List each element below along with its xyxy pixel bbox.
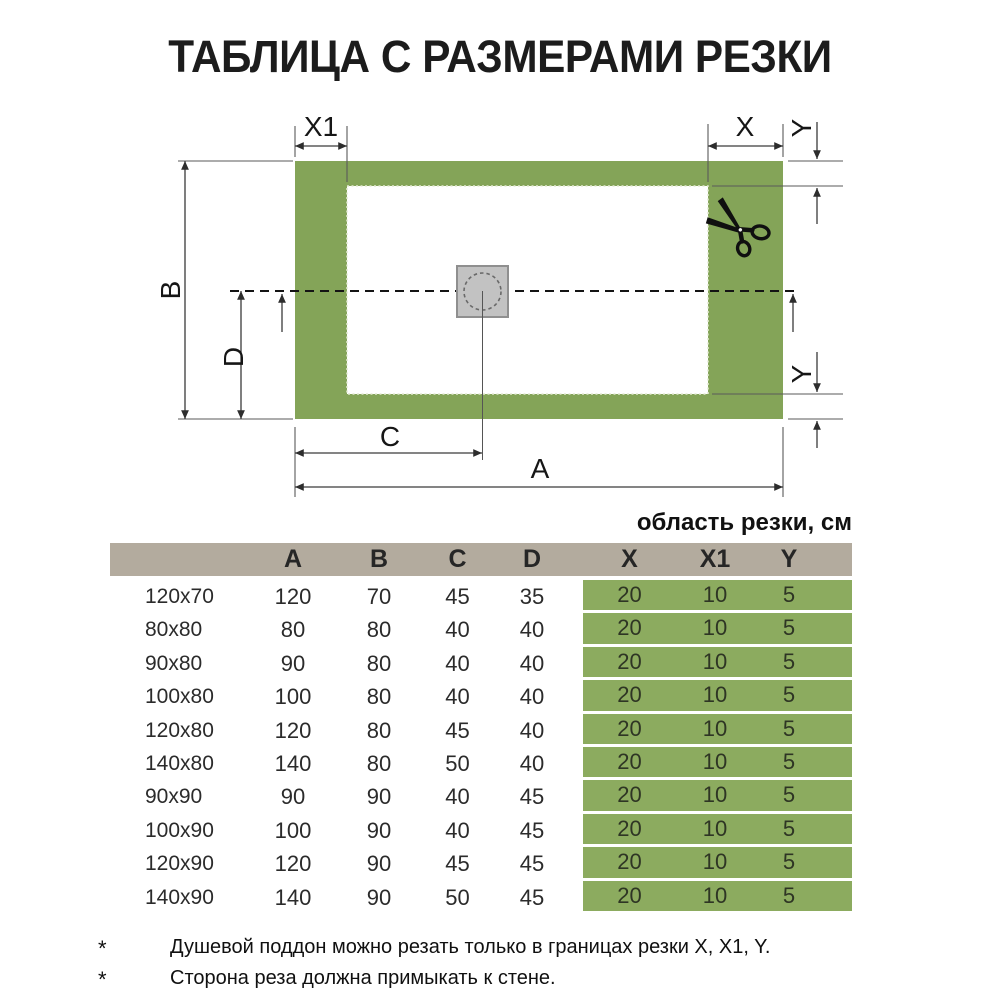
b-cell: 70 xyxy=(366,584,392,609)
d-cell: 45 xyxy=(519,817,545,843)
c-cell: 45 xyxy=(445,851,470,877)
size-cell: 120x80 xyxy=(145,718,214,742)
d-cell: 40 xyxy=(519,684,545,710)
d-cell: 40 xyxy=(519,750,545,776)
d-cell: 45 xyxy=(519,884,545,910)
b-cell: 90 xyxy=(366,884,392,910)
x1-cell: 10 xyxy=(676,847,754,880)
header-a: A xyxy=(283,545,303,573)
x1-cell: 10 xyxy=(676,714,754,747)
a-cell: 100 xyxy=(274,817,312,843)
size-cell: 100x90 xyxy=(145,818,214,842)
x-cell: 20 xyxy=(583,747,676,780)
footnotes xyxy=(98,936,968,998)
x-cell: 20 xyxy=(583,613,676,646)
x1-cell: 10 xyxy=(676,613,754,646)
x-cell: 20 xyxy=(583,647,676,680)
c-cell: 40 xyxy=(445,817,470,843)
table-body xyxy=(110,580,852,914)
b-cell: 80 xyxy=(366,617,392,643)
y-cell: 5 xyxy=(754,780,852,813)
c-cell: 50 xyxy=(445,884,470,910)
b-cell: 80 xyxy=(366,650,392,676)
dim-label-c: C xyxy=(379,421,401,452)
dim-label-a: A xyxy=(530,453,550,484)
dim-label-x: X xyxy=(735,111,755,142)
footnote xyxy=(98,936,968,962)
y-cell: 5 xyxy=(754,680,852,713)
size-cell: 100x80 xyxy=(145,685,214,709)
x-cell: 20 xyxy=(583,780,676,813)
size-cell: 80x80 xyxy=(145,618,203,642)
dim-label-d: D xyxy=(217,346,249,368)
header-c: C xyxy=(448,545,467,573)
table-row xyxy=(110,881,852,914)
dim-label-y-bottom: Y xyxy=(785,364,817,384)
size-cell: 90x90 xyxy=(145,785,203,809)
table-row xyxy=(110,847,852,880)
a-cell: 100 xyxy=(274,684,312,710)
d-cell: 35 xyxy=(519,584,545,609)
x1-cell: 10 xyxy=(676,647,754,680)
a-cell: 140 xyxy=(274,750,312,776)
cut-sizes-table xyxy=(110,543,852,914)
dim-label-y-top: Y xyxy=(785,118,817,138)
y-cell: 5 xyxy=(754,881,852,914)
x1-cell: 10 xyxy=(676,680,754,713)
header-x: X xyxy=(621,545,638,573)
b-cell: 80 xyxy=(366,750,392,776)
dim-label-x1: X1 xyxy=(303,111,339,142)
b-cell: 90 xyxy=(366,817,392,843)
size-cell: 140x90 xyxy=(145,885,214,909)
y-cell: 5 xyxy=(754,647,852,680)
x-cell: 20 xyxy=(583,814,676,847)
x1-cell: 10 xyxy=(676,747,754,780)
b-cell: 90 xyxy=(366,851,392,877)
table-row xyxy=(110,780,852,813)
table-row xyxy=(110,680,852,713)
table-row xyxy=(110,647,852,680)
y-cell: 5 xyxy=(754,580,852,613)
x1-cell: 10 xyxy=(676,881,754,914)
y-cell: 5 xyxy=(754,747,852,780)
header-b: B xyxy=(369,545,389,573)
a-cell: 120 xyxy=(274,851,312,877)
d-cell: 45 xyxy=(519,851,545,877)
header-x1: X1 xyxy=(699,545,731,573)
c-cell: 40 xyxy=(445,617,470,643)
d-cell: 40 xyxy=(519,617,545,643)
footnote-marker: * xyxy=(98,967,107,992)
table-row xyxy=(110,580,852,613)
table-row xyxy=(110,747,852,780)
footnote-text: Душевой поддон можно резать только в границах резки X, X1, Y. xyxy=(170,936,771,958)
table-row xyxy=(110,613,852,646)
size-cell: 120x70 xyxy=(145,585,214,608)
d-cell: 40 xyxy=(519,650,545,676)
a-cell: 140 xyxy=(274,884,312,910)
y-cell: 5 xyxy=(754,847,852,880)
header-d: D xyxy=(522,545,542,573)
table-header-row xyxy=(110,543,852,576)
a-cell: 120 xyxy=(274,584,312,609)
a-cell: 80 xyxy=(280,617,306,643)
c-cell: 40 xyxy=(445,784,470,810)
x1-cell: 10 xyxy=(676,780,754,813)
b-cell: 80 xyxy=(366,717,392,743)
a-cell: 90 xyxy=(280,650,306,676)
d-cell: 45 xyxy=(519,784,545,810)
footnote xyxy=(98,967,968,993)
dim-label-b: B xyxy=(154,280,186,300)
x-cell: 20 xyxy=(583,714,676,747)
a-cell: 120 xyxy=(274,717,312,743)
c-cell: 40 xyxy=(445,684,470,710)
x1-cell: 10 xyxy=(676,580,754,613)
size-cell: 90x80 xyxy=(145,651,203,675)
c-cell: 40 xyxy=(445,650,470,676)
x-cell: 20 xyxy=(583,680,676,713)
x-cell: 20 xyxy=(583,580,676,613)
b-cell: 90 xyxy=(366,784,392,810)
x-cell: 20 xyxy=(583,881,676,914)
header-y: Y xyxy=(780,545,798,573)
c-cell: 45 xyxy=(445,584,470,609)
size-cell: 120x90 xyxy=(145,852,214,876)
c-cell: 50 xyxy=(445,750,470,776)
units-label: область резки, см xyxy=(636,509,852,536)
footnote-marker: * xyxy=(98,936,107,961)
y-cell: 5 xyxy=(754,613,852,646)
y-cell: 5 xyxy=(754,714,852,747)
b-cell: 80 xyxy=(366,684,392,710)
table-row xyxy=(110,814,852,847)
x1-cell: 10 xyxy=(676,814,754,847)
a-cell: 90 xyxy=(280,784,306,810)
y-cell: 5 xyxy=(754,814,852,847)
size-cell: 140x80 xyxy=(145,751,214,775)
c-cell: 45 xyxy=(445,717,470,743)
x-cell: 20 xyxy=(583,847,676,880)
footnote-text: Сторона реза должна примыкать к стене. xyxy=(170,967,556,989)
page-title: ТАБЛИЦА С РАЗМЕРАМИ РЕЗКИ xyxy=(168,31,832,82)
table-row xyxy=(110,714,852,747)
d-cell: 40 xyxy=(519,717,545,743)
